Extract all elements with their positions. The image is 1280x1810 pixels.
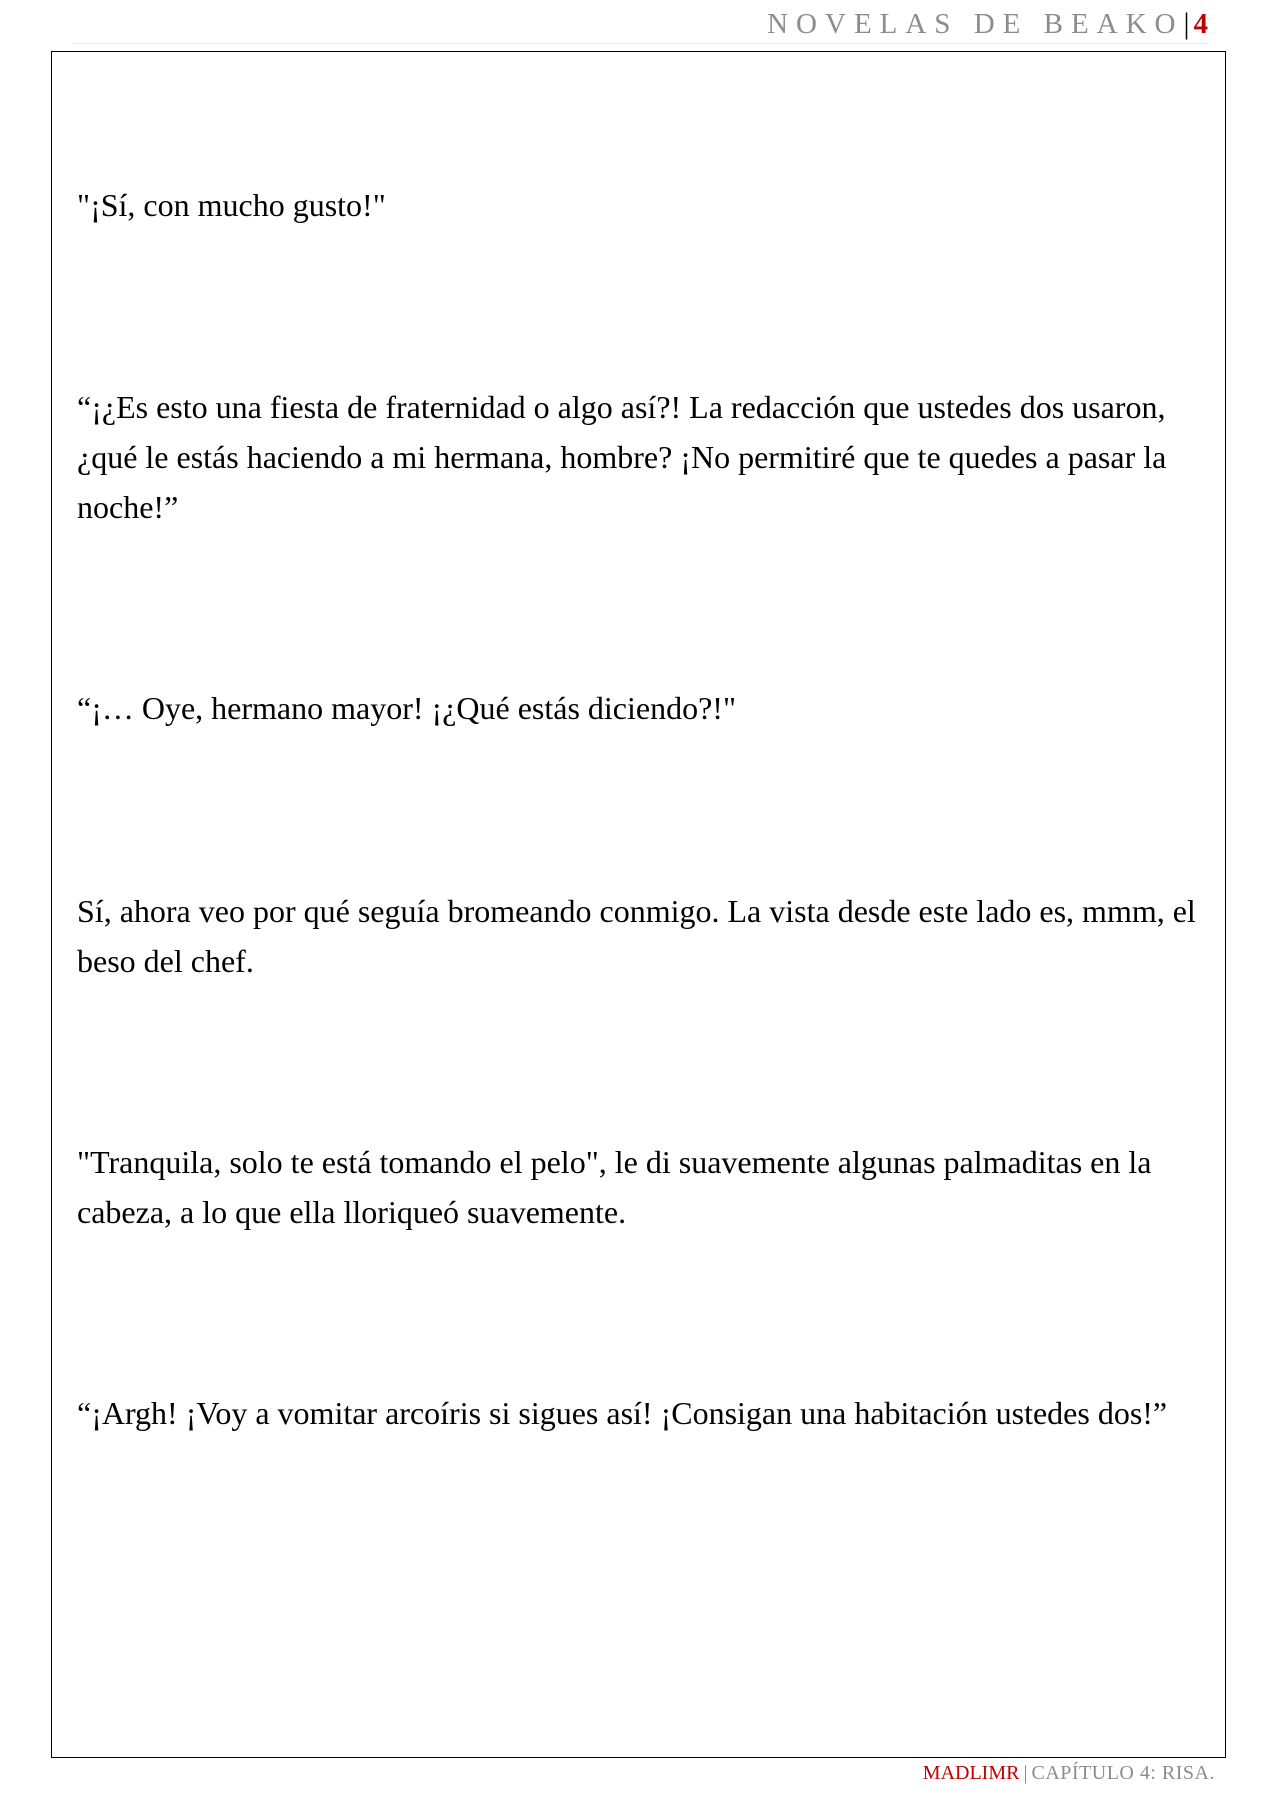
paragraph-6: “¡Argh! ¡Voy a vomitar arcoíris si sigues así! ¡Consigan una habitación ustedes dos!” (77, 1395, 1168, 1431)
header-title: NOVELAS DE BEAKO (767, 7, 1184, 40)
footer-author: MADLIMR (922, 1762, 1020, 1784)
paragraph-3: “¡… Oye, hermano mayor! ¡¿Qué estás diciendo?!" (77, 690, 737, 726)
footer-chapter-title: CAPÍTULO 4: RISA. (1031, 1762, 1215, 1784)
page-footer (923, 1762, 1215, 1785)
paragraph-2: “¡¿Es esto una fiesta de fraternidad o algo así?! La redacción que ustedes dos usaron, ¿qué le estás haciendo a mi hermana, hombre? ¡No permitiré que te quedes a pasar la noche!” (77, 389, 1167, 525)
footer-separator: | (1023, 1762, 1028, 1784)
paragraph-4: Sí, ahora veo por qué seguía bromeando conmigo. La vista desde este lado es, mmm, el beso del chef. (77, 893, 1196, 979)
header-separator: | (1183, 7, 1190, 40)
page-header (767, 6, 1208, 42)
paragraph-5: "Tranquila, solo te está tomando el pelo", le di suavemente algunas palmaditas en la cabeza, a lo que ella lloriqueó suavemente. (77, 1144, 1152, 1230)
page-number: 4 (1193, 7, 1208, 40)
paragraph-1: "¡Sí, con mucho gusto!" (77, 187, 386, 223)
header-rule (72, 43, 1208, 44)
